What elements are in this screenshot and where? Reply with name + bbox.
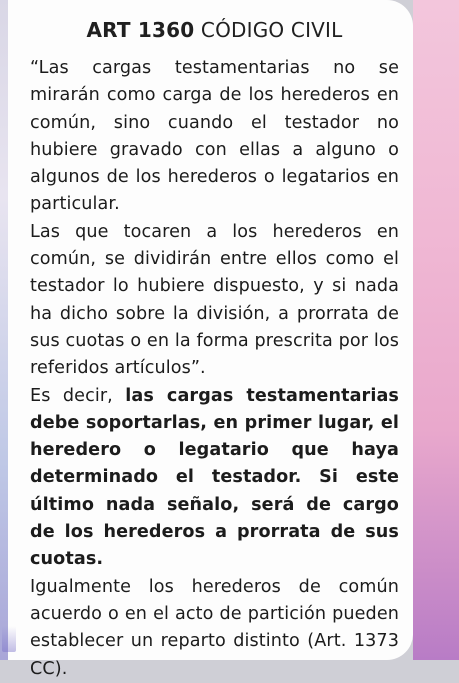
right-edge-accent bbox=[413, 0, 459, 660]
article-card bbox=[8, 0, 413, 679]
article-title bbox=[30, 16, 399, 44]
explanation-emphasis: las cargas testamentarias debe soportarlas, en primer lugar, el heredero o legatario que haya determinado el testador. Si este último nada señalo, será de cargo de los herederos a prorrata de sus cuotas. bbox=[30, 385, 399, 570]
left-edge-accent bbox=[0, 0, 8, 660]
code-name: CÓDIGO CIVIL bbox=[200, 18, 343, 42]
explanation-intro: Es decir, bbox=[30, 385, 126, 406]
corner-decoration bbox=[2, 626, 16, 652]
quote-paragraph-continued: Las que tocaren a los herederos en común, se dividirán entre ellos como el testador lo hubiere dispuesto, y si nada ha dicho sobre la división, a prorrata de sus cuotas o en la forma prescrita por los referidos artículos”. bbox=[30, 221, 399, 379]
final-paragraph: Igualmente los herederos de común acuerdo o en el acto de partición pueden establecer un reparto distinto (Art. 1373 CC). bbox=[30, 576, 399, 679]
explanation-paragraph bbox=[30, 383, 399, 574]
quote-paragraph: “Las cargas testamentarias no se mirarán como carga de los herederos en común, sino cuando el testador no hubiere gravado con ellas a alguno o algunos de los herederos o legatarios en particular. bbox=[30, 58, 399, 215]
article-number: ART 1360 bbox=[86, 18, 195, 42]
